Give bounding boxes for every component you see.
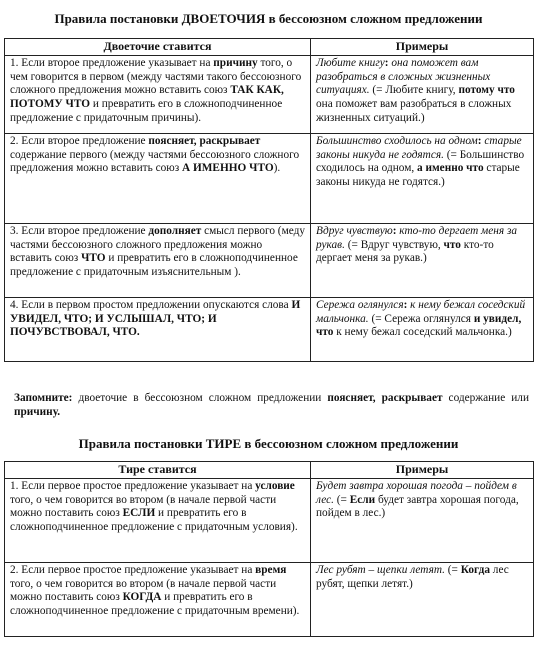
dash-table-title: Правила постановки ТИРЕ в бессоюзном сложном предложении — [78, 436, 459, 451]
example-cell: Вдруг чувствую: кто-то дергает меня за рукав. (= Вдруг чувствую, что кто-то дергает меня за рукав.) — [311, 223, 534, 297]
rule-cell: 4. Если в первом простом предложении опускаются слова И УВИДЕЛ, ЧТО; И УСЛЫШАЛ, ЧТО; И ПОЧУВСТВОВАЛ, ЧТО. — [5, 297, 311, 361]
example-cell: Будет завтра хорошая погода – пойдем в лес. (= Если будет завтра хорошая погода, пойдем в лес.) — [311, 478, 534, 562]
colon-table-title: Правила постановки ДВОЕТОЧИЯ в бессоюзном сложном предложении — [54, 11, 483, 26]
rule-cell: 2. Если первое простое предложение указывает на время того, о чем говорится во втором (в начале первой части можно поставить союз КОГДА и превратить его в сложноподчиненное предложение с придаточным времени). — [5, 562, 311, 636]
table-row — [5, 133, 534, 223]
colon-rules-table — [4, 38, 534, 362]
dash-rules-table — [4, 461, 534, 637]
dash-header-row — [5, 462, 534, 479]
colon-rule-header: Двоеточие ставится — [5, 39, 311, 56]
colon-examples-header: Примеры — [311, 39, 534, 56]
rule-cell: 1. Если первое простое предложение указывает на условие того, о чем говорится во втором (в начале первой части можно поставить союз ЕСЛИ и превратить его в сложноподчиненное предложение с придаточным условия). — [5, 478, 311, 562]
example-cell: Лес рубят – щепки летят. (= Когда лес рубят, щепки летят.) — [311, 562, 534, 636]
rule-cell: 1. Если второе предложение указывает на причину того, о чем говорится в первом (между частями такого бессоюзного сложного предложения можно вставить союз ТАК КАК, ПОТОМУ ЧТО и превратить его в сложноподчиненное предложение с придаточным причины). — [5, 55, 311, 133]
table-row — [5, 562, 534, 636]
example-cell: Сережа оглянулся: к нему бежал соседский мальчонка. (= Сережа оглянулся и увидел, что к нему бежал соседский мальчонка.) — [311, 297, 534, 361]
table-row — [5, 297, 534, 361]
rule-cell: 2. Если второе предложение поясняет, раскрывает содержание первого (между частями бессоюзного сложного предложения можно вставить союз А ИМЕННО ЧТО). — [5, 133, 311, 223]
dash-rule-header: Тире ставится — [5, 462, 311, 479]
remember-note: Запомните: двоеточие в бессоюзном сложном предложении поясняет, раскрывает содержание или причину. — [14, 392, 529, 418]
rule-cell: 3. Если второе предложение дополняет смысл первого (меду частями бессоюзного сложного предложения можно вставить союз ЧТО и превратить его в сложноподчиненное предложение с придаточным изъяснительным ). — [5, 223, 311, 297]
dash-examples-header: Примеры — [311, 462, 534, 479]
example-cell: Любите книгу: она поможет вам разобраться в сложных жизненных ситуациях. (= Любите книгу, потому что она поможет вам разобраться в сложных жизненных ситуаций.) — [311, 55, 534, 133]
table-row — [5, 478, 534, 562]
colon-header-row — [5, 39, 534, 56]
table-row — [5, 223, 534, 297]
table-row — [5, 55, 534, 133]
example-cell: Большинство сходилось на одном: старые законы никуда не годятся. (= Большинство сходилось на одном, а именно что старые законы никуда не годятся.) — [311, 133, 534, 223]
